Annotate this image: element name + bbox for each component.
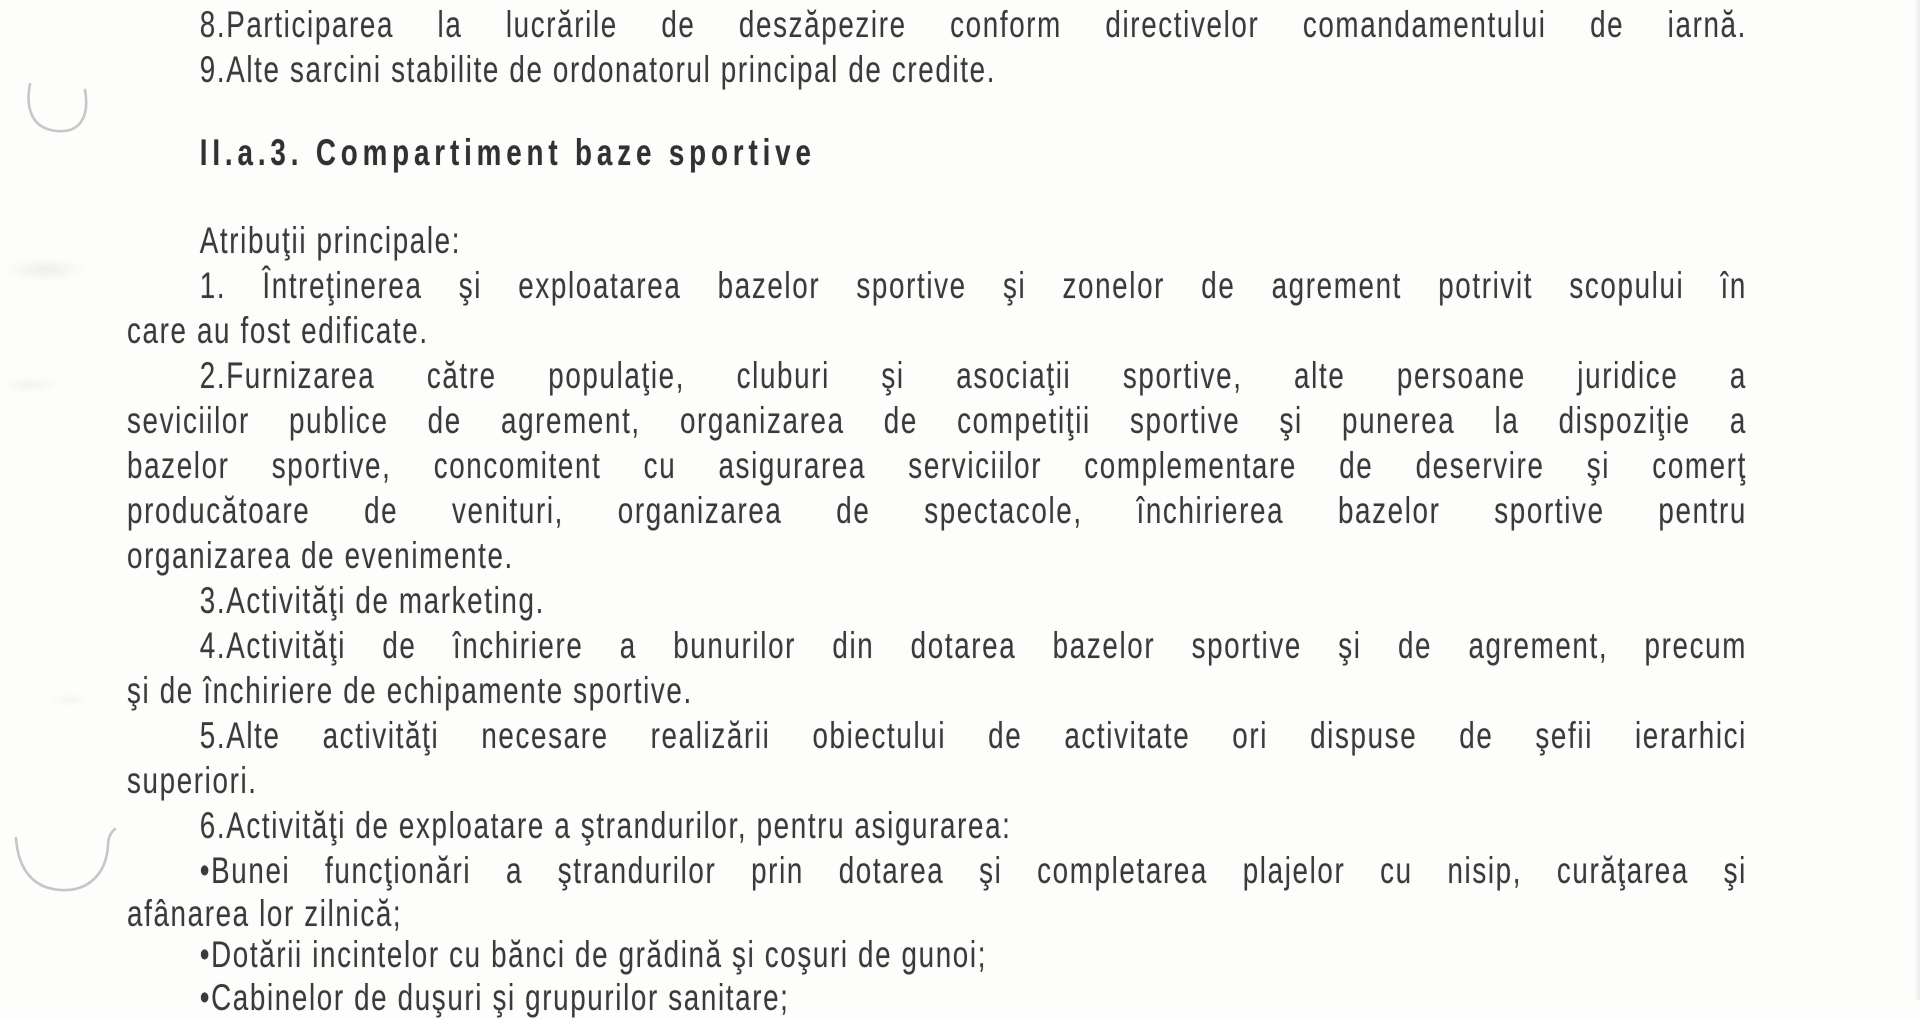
text-line: Atribuţii principale: (199, 220, 462, 261)
text-line: •Bunei funcţionări a ştrandurilor prin dotarea şi completarea plajelor cu nisip, curăţarea şi (199, 850, 1747, 891)
text-line: 5.Alte activităţi necesare realizării obiectului de activitate ori dispuse de şefii ierarhici (199, 715, 1747, 756)
text-line: •Cabinelor de duşuri şi grupurilor sanitare; (199, 977, 790, 1018)
text-line: care au fost edificate. (127, 310, 429, 351)
text-line: afânarea lor zilnică; (127, 893, 403, 934)
text-line: 2.Furnizarea către populaţie, cluburi şi asociaţii sportive, alte persoane juridice a (199, 355, 1747, 396)
section-heading: II.a.3. Compartiment baze sportive (199, 132, 816, 173)
text-line: •Dotării incintelor cu bănci de grădină şi coşuri de gunoi; (199, 934, 988, 975)
text-line: 6.Activităţi de exploatare a ştrandurilor, pentru asigurarea: (199, 805, 1012, 846)
text-line: bazelor sportive, concomitent cu asigurarea serviciilor complementare de deservire şi comerţ (127, 445, 1747, 486)
text-line: superiori. (127, 760, 258, 801)
text-line: 4.Activităţi de închiriere a bunurilor din dotarea bazelor sportive şi de agrement, precum (199, 625, 1747, 666)
text-line: 3.Activităţi de marketing. (199, 580, 545, 621)
text-line: 9.Alte sarcini stabilite de ordonatorul principal de credite. (199, 49, 997, 90)
pen-mark-icon (22, 80, 96, 140)
text-line: şi de închiriere de echipamente sportive. (127, 670, 693, 711)
text-line: 1. Întreţinerea şi exploatarea bazelor sportive şi zonelor de agrement potrivit scopului în (199, 265, 1747, 306)
pen-mark-icon (10, 826, 120, 898)
text-line: producătoare de venituri, organizarea de spectacole, închirierea bazelor sportive pentru (127, 490, 1747, 531)
text-line: seviciilor publice de agrement, organizarea de competiţii sportive şi punerea la dispoziţie a (127, 400, 1747, 441)
document-text-block (127, 2, 1747, 1020)
text-line: organizarea de evenimente. (127, 535, 514, 576)
text-line: 8.Participarea la lucrările de deszăpezire conform directivelor comandamentului de iarnă. (199, 4, 1747, 45)
